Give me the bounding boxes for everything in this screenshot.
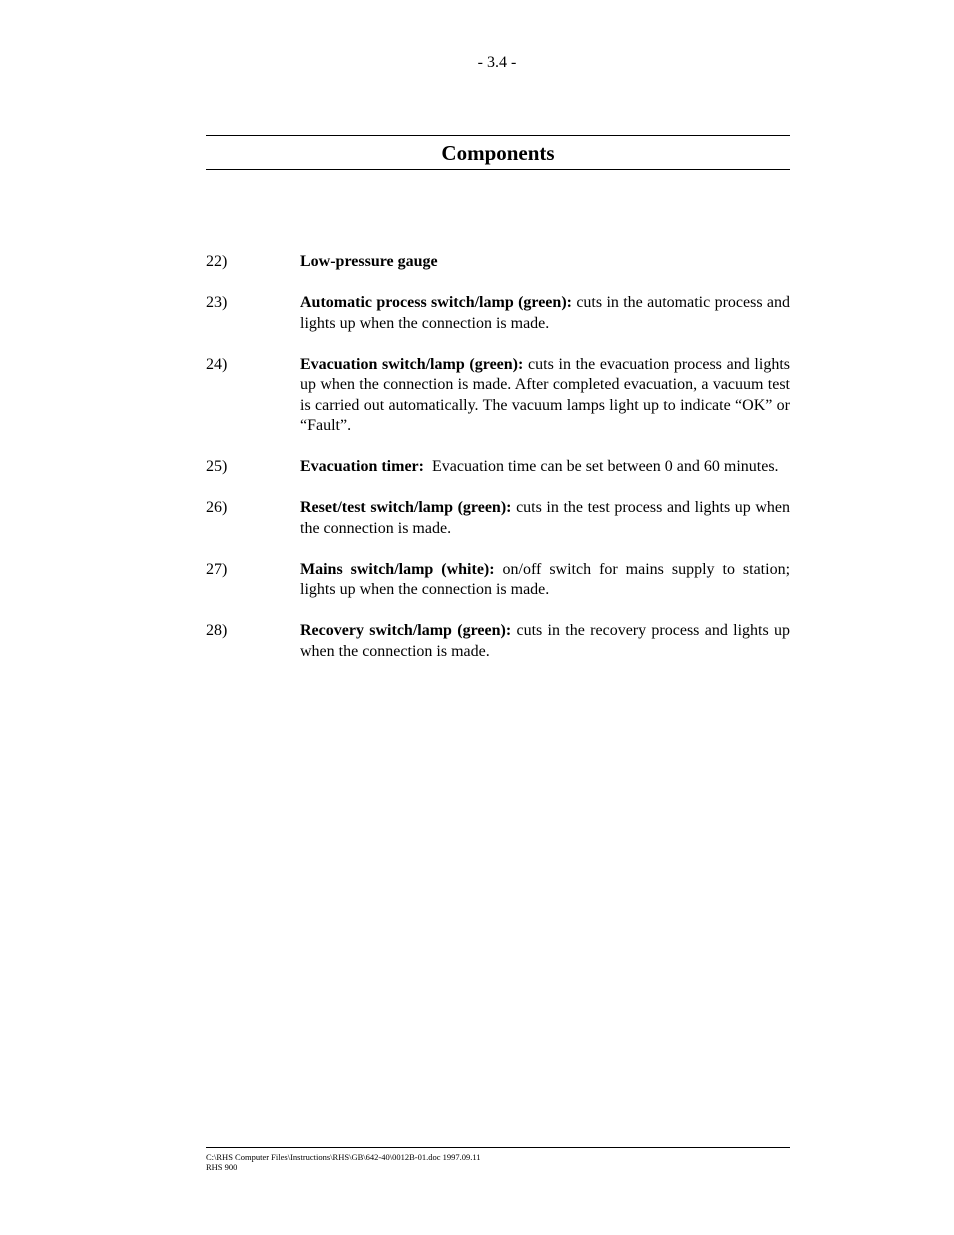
list-item bbox=[206, 355, 790, 437]
item-text bbox=[300, 457, 790, 478]
item-number: 24) bbox=[206, 355, 228, 373]
item-label: Low-pressure gauge bbox=[300, 253, 438, 270]
item-text bbox=[300, 355, 790, 437]
list-item bbox=[206, 252, 790, 273]
item-description: cuts in the automatic process and lights up when the connection is made. bbox=[300, 294, 791, 332]
item-description: cuts in the test process and lights up when the connection is made. bbox=[300, 499, 791, 537]
page-footer bbox=[206, 1147, 790, 1172]
item-text bbox=[300, 560, 790, 601]
list-item bbox=[206, 621, 790, 662]
item-text bbox=[300, 621, 790, 662]
item-description: cuts in the recovery process and lights up when the connection is made. bbox=[300, 622, 791, 660]
item-description: on/off switch for mains supply to station; lights up when the connection is made. bbox=[300, 560, 791, 598]
list-item bbox=[206, 560, 790, 601]
component-list bbox=[206, 252, 790, 683]
item-label: Mains switch/lamp (white): bbox=[300, 560, 495, 578]
footer-model: RHS 900 bbox=[206, 1162, 238, 1172]
item-number: 23) bbox=[206, 294, 228, 311]
list-item bbox=[206, 457, 790, 478]
item-label: Automatic process switch/lamp (green): bbox=[300, 294, 572, 311]
item-description: cuts in the evacuation process and lights up when the connection is made. After completed evacuation, a vacuum test is carried out automatically. The vacuum lamps light up to indicate “OK” or “Fault”. bbox=[300, 355, 790, 434]
item-number: 25) bbox=[206, 458, 228, 475]
page-title: Components bbox=[441, 141, 555, 165]
item-text bbox=[300, 498, 790, 539]
item-label: Recovery switch/lamp (green): bbox=[300, 622, 512, 639]
list-item bbox=[206, 498, 790, 539]
item-label: Evacuation timer: bbox=[300, 458, 424, 475]
item-description: Evacuation time can be set between 0 and 60 minutes. bbox=[423, 458, 779, 475]
item-label: Reset/test switch/lamp (green): bbox=[300, 499, 512, 516]
list-item bbox=[206, 293, 790, 334]
item-number: 22) bbox=[206, 253, 228, 270]
item-label: Evacuation switch/lamp (green): bbox=[300, 355, 524, 373]
item-text bbox=[300, 252, 790, 273]
item-number: 28) bbox=[206, 622, 228, 639]
item-number: 26) bbox=[206, 499, 228, 516]
item-number: 27) bbox=[206, 560, 228, 578]
page-number: - 3.4 - bbox=[477, 54, 517, 71]
item-text bbox=[300, 293, 790, 334]
footer-file-path: C:\RHS Computer Files\Instructions\RHS\GB\642-40\0012B-01.doc 1997.09.11 bbox=[206, 1152, 481, 1162]
section-title-block bbox=[206, 135, 790, 170]
